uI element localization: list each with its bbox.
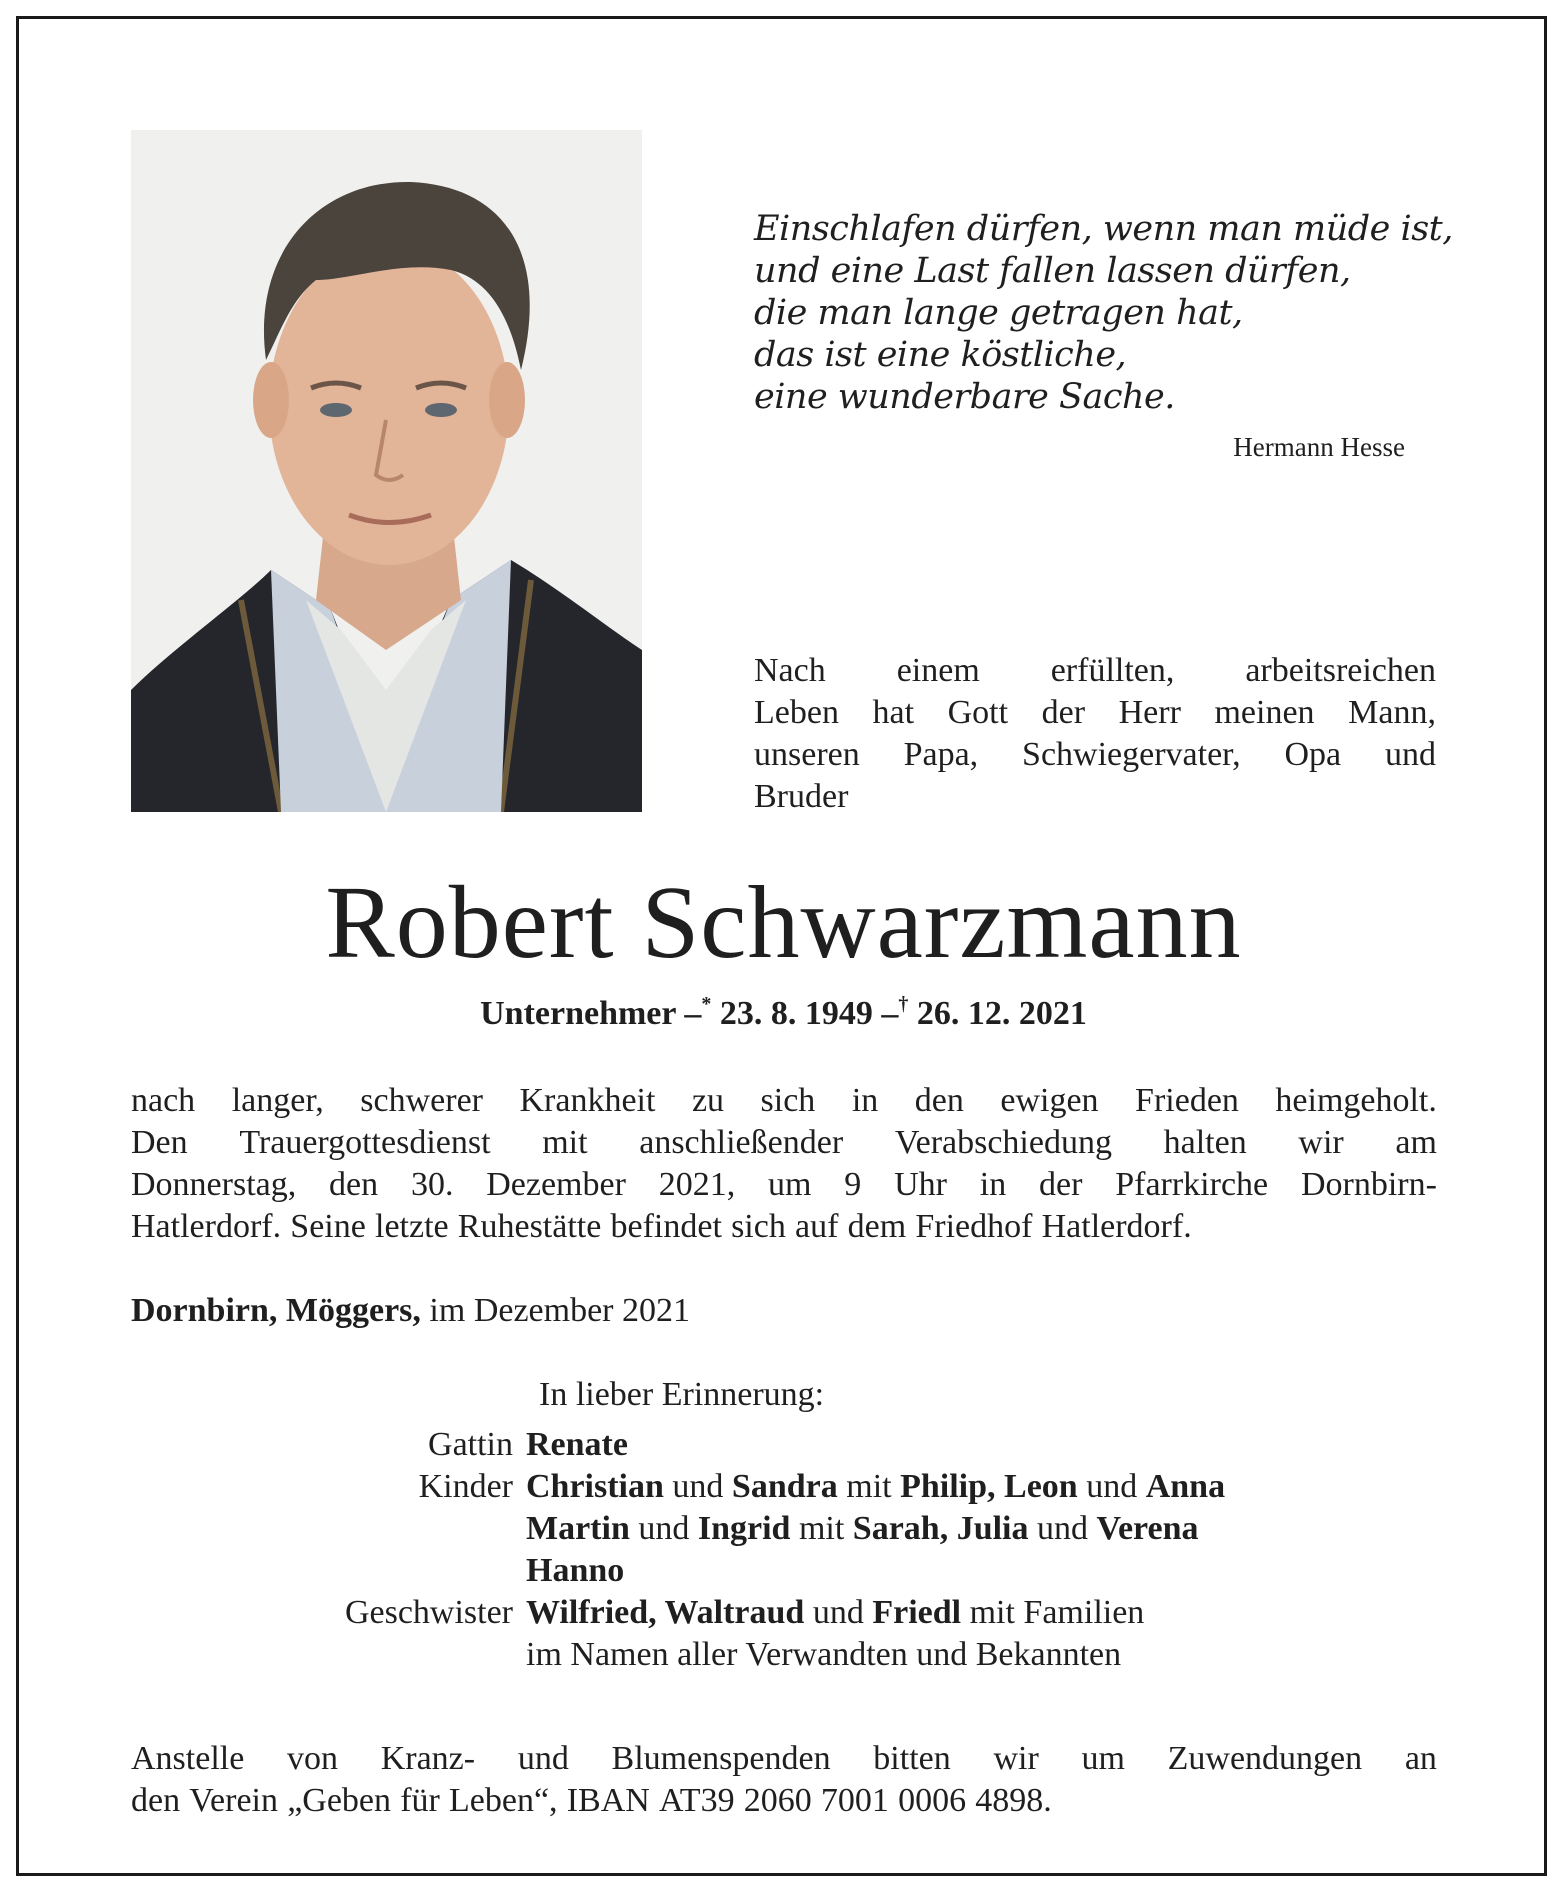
connector: mit Familien — [969, 1594, 1145, 1631]
family-row-children — [131, 1466, 1437, 1508]
word: den — [914, 1082, 964, 1119]
word: und — [517, 1740, 569, 1777]
word: schwerer — [360, 1082, 483, 1119]
word: Nach — [754, 652, 826, 689]
word: befindet — [610, 1208, 722, 1245]
relatives-text: im Namen aller Verwandten und Bekannten — [526, 1636, 1122, 1673]
word: um — [768, 1166, 812, 1203]
word: Leben“, — [449, 1782, 558, 1819]
word: bitten — [873, 1740, 951, 1777]
family-row-siblings — [131, 1592, 1437, 1634]
word: Papa, — [903, 736, 979, 773]
place-date-text: im Dezember 2021 — [429, 1292, 690, 1329]
family-name: Hanno — [526, 1552, 625, 1589]
portrait-photo — [131, 130, 642, 812]
word: 30. — [410, 1166, 454, 1203]
connector: mit — [846, 1468, 892, 1505]
family-row-children — [131, 1550, 1437, 1592]
funeral-paragraph — [131, 1080, 1437, 1248]
word: Trauergottesdienst — [239, 1124, 491, 1161]
word: wir — [993, 1740, 1039, 1777]
word: Verein — [189, 1782, 279, 1819]
donation-note — [131, 1738, 1437, 1822]
word: nach — [131, 1082, 196, 1119]
dash: – — [684, 995, 702, 1032]
paragraph-line — [131, 1164, 1437, 1206]
family-name: Philip, Leon — [900, 1468, 1078, 1505]
family-name: Renate — [526, 1426, 628, 1463]
word: Krankheit — [519, 1082, 656, 1119]
quote-author: Hermann Hesse — [1233, 432, 1405, 462]
family-name: Ingrid — [697, 1510, 791, 1547]
quote-line: Einschlafen dürfen, wenn man müde ist, — [754, 209, 1453, 249]
place-names: Dornbirn, Möggers, — [131, 1292, 421, 1329]
role-label: Geschwister — [344, 1594, 513, 1631]
family-name: Friedl — [872, 1594, 962, 1631]
word: Zuwendungen — [1167, 1740, 1363, 1777]
connector: und — [812, 1594, 864, 1631]
word: 2021, — [658, 1166, 736, 1203]
birth-symbol: * — [701, 993, 712, 1015]
word: sich — [760, 1082, 816, 1119]
family-name: Sandra — [731, 1468, 838, 1505]
word: heimgeholt. — [1275, 1082, 1437, 1119]
word: Blumenspenden — [611, 1740, 831, 1777]
word: dem — [847, 1208, 907, 1245]
word: zu — [691, 1082, 725, 1119]
word: arbeitsreichen — [1245, 652, 1436, 689]
word: Ruhestätte — [457, 1208, 602, 1245]
role-label: Gattin — [428, 1426, 513, 1463]
dash: – — [881, 995, 899, 1032]
word: den — [131, 1782, 181, 1819]
paragraph-line — [131, 1080, 1437, 1122]
word: Schwiegervater, — [1022, 736, 1241, 773]
word: auf — [795, 1208, 839, 1245]
word: 0006 — [898, 1782, 967, 1819]
word: den — [329, 1166, 379, 1203]
word: Bruder — [754, 778, 849, 815]
word: Anstelle — [131, 1740, 245, 1777]
paragraph-line — [131, 1122, 1437, 1164]
word: Hatlerdorf. — [131, 1208, 282, 1245]
word: Dornbirn- — [1300, 1166, 1437, 1203]
word: Seine — [290, 1208, 366, 1245]
word: 2060 — [743, 1782, 812, 1819]
intro-line — [754, 692, 1436, 734]
word: Herr — [1118, 694, 1181, 731]
word: anschließender — [639, 1124, 844, 1161]
quote-line: das ist eine köstliche, — [754, 335, 1127, 375]
word: Friedhof — [915, 1208, 1033, 1245]
family-row-children — [131, 1508, 1437, 1550]
word: Mann, — [1348, 694, 1436, 731]
family-row-relatives — [131, 1634, 1437, 1676]
word: in — [979, 1166, 1007, 1203]
word: 7001 — [820, 1782, 889, 1819]
word: für — [400, 1782, 440, 1819]
family-name: Sarah, Julia — [852, 1510, 1029, 1547]
family-name: Christian — [526, 1468, 664, 1505]
connector: und — [1037, 1510, 1089, 1547]
connector: und — [672, 1468, 724, 1505]
closing-line — [131, 1780, 1437, 1822]
word: 9 — [844, 1166, 862, 1203]
word: halten — [1163, 1124, 1247, 1161]
word: Hatlerdorf. — [1041, 1208, 1192, 1245]
word: Dezember — [486, 1166, 626, 1203]
profession: Unternehmer — [480, 995, 676, 1032]
intro-line — [754, 650, 1436, 692]
word: Verabschiedung — [894, 1124, 1112, 1161]
word: Den — [131, 1124, 188, 1161]
word: Donnerstag, — [131, 1166, 297, 1203]
intro-line — [754, 734, 1436, 776]
connector: mit — [798, 1510, 845, 1547]
word: am — [1395, 1124, 1437, 1161]
word: der — [1039, 1166, 1083, 1203]
closing-line — [131, 1738, 1437, 1780]
hesse-quote — [754, 208, 1453, 418]
birth-date: 23. 8. 1949 — [719, 995, 873, 1032]
connector: und — [638, 1510, 690, 1547]
place-date — [131, 1292, 690, 1330]
death-date: 26. 12. 2021 — [916, 995, 1087, 1032]
quote-line: eine wunderbare Sache. — [754, 377, 1175, 417]
word: um — [1081, 1740, 1125, 1777]
profession-dates — [0, 993, 1567, 1033]
word: meinen — [1214, 694, 1315, 731]
deceased-name: Robert Schwarzmann — [325, 865, 1242, 980]
word: hat — [872, 694, 915, 731]
word: unseren — [754, 736, 860, 773]
family-list — [131, 1424, 1437, 1676]
family-name: Verena — [1096, 1510, 1199, 1547]
quote-line: die man lange getragen hat, — [754, 293, 1243, 333]
word: ewigen — [1000, 1082, 1099, 1119]
word: von — [287, 1740, 339, 1777]
word: Leben — [754, 694, 839, 731]
word: Kranz- — [380, 1740, 476, 1777]
word: langer, — [231, 1082, 324, 1119]
intro-line — [754, 776, 1436, 818]
word: Frieden — [1135, 1082, 1239, 1119]
family-row-spouse — [131, 1424, 1437, 1466]
word: wir — [1298, 1124, 1344, 1161]
word: in — [851, 1082, 879, 1119]
word: Gott — [947, 694, 1009, 731]
word: „Geben — [287, 1782, 392, 1819]
word: 4898. — [975, 1782, 1052, 1819]
quote-line: und eine Last fallen lassen dürfen, — [754, 251, 1351, 291]
word: einem — [896, 652, 980, 689]
intro-text — [754, 650, 1436, 818]
word: an — [1404, 1740, 1437, 1777]
connector: und — [1086, 1468, 1138, 1505]
family-name: Anna — [1145, 1468, 1226, 1505]
word: mit — [542, 1124, 588, 1161]
word: erfüllten, — [1050, 652, 1175, 689]
family-name: Wilfried, Waltraud — [526, 1594, 805, 1631]
word: letzte — [375, 1208, 449, 1245]
word: der — [1041, 694, 1086, 731]
word: Pfarrkirche — [1115, 1166, 1269, 1203]
death-symbol: † — [898, 993, 909, 1015]
memory-heading: In lieber Erinnerung: — [539, 1376, 825, 1413]
word: und — [1384, 736, 1436, 773]
word: sich — [731, 1208, 786, 1245]
paragraph-line — [131, 1206, 1437, 1248]
family-name: Martin — [526, 1510, 630, 1547]
word: Uhr — [894, 1166, 947, 1203]
word: IBAN — [566, 1782, 650, 1819]
word: Opa — [1284, 736, 1342, 773]
word: AT39 — [659, 1782, 735, 1819]
role-label: Kinder — [418, 1468, 513, 1505]
